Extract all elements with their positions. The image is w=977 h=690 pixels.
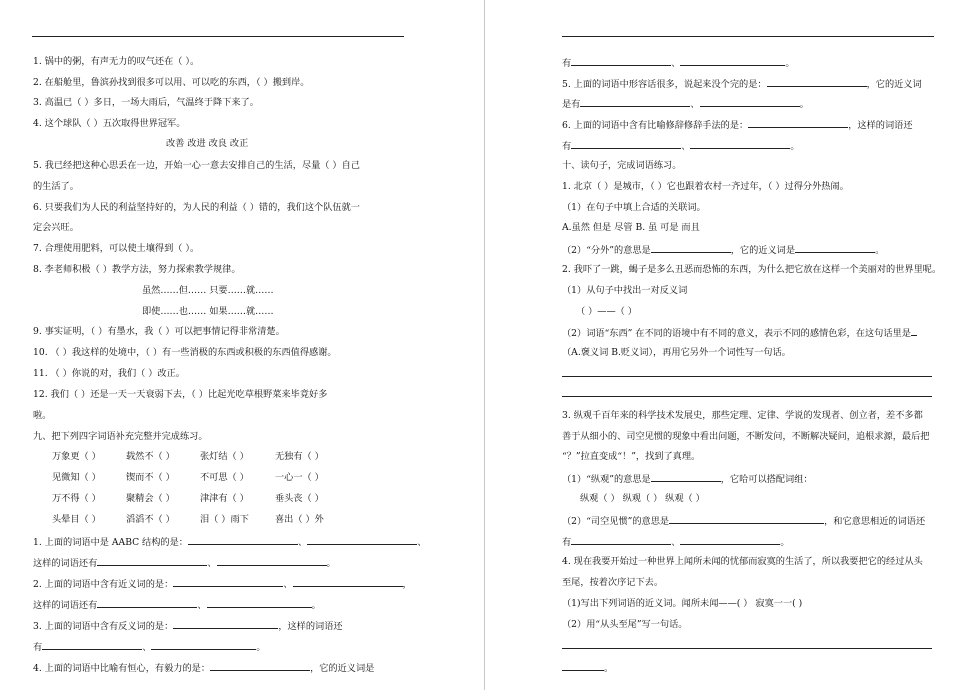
word-bank-2b: 即使……也…… 如果……就…… <box>142 306 274 317</box>
answer-blank[interactable] <box>42 640 142 650</box>
r-10-question-4: 4. 现在我要开始过一种世界上闻所未闻的忧郁而寂寞的生活了，所以我要把它的经过从头 <box>562 556 923 567</box>
exercise-3-cont: 有 、 。 <box>33 642 266 653</box>
answer-blank[interactable] <box>173 577 283 587</box>
answer-blank[interactable] <box>207 598 312 608</box>
answer-blank[interactable] <box>680 535 780 545</box>
r-10-1-options: A.虽然 但是 尽管 B. 虽 可是 而且 <box>562 222 700 233</box>
answer-blank[interactable] <box>795 243 875 253</box>
answer-blank[interactable] <box>571 56 671 66</box>
question-5-cont: 的生活了。 <box>33 181 79 192</box>
r-10-question-3: 3. 纵观千百年来的科学技术发展史，那些定理、定律、学说的发现者、创立者，差不多都 <box>562 410 923 421</box>
idiom: 不可思（ ） <box>200 472 249 483</box>
exercise-2: 2. 上面的词语中含有近义词的是： 、 ， <box>33 579 412 590</box>
exercise-2-cont: 这样的词语还有 、 。 <box>33 600 321 611</box>
exercise-1-cont: 这样的词语还有 、 。 <box>33 558 336 569</box>
question-12-cont: 啦。 <box>33 410 52 421</box>
answer-blank[interactable] <box>669 514 824 524</box>
answer-line <box>562 376 932 377</box>
idiom: 津津有（ ） <box>200 493 249 504</box>
header-rule-left <box>32 36 404 37</box>
r-10-question-2: 2. 我吓了一跳，蝎子是多么丑恶而恐怖的东西，为什么把它放在这样一个美丽对的世界里呢。 <box>562 264 942 275</box>
r-question-6: 6. 上面的词语中含有比喻修辞修辞手法的是： ，这样的词语还 <box>562 120 913 131</box>
question-2: 2. 在船舱里，鲁滨孙找到很多可以用、可以吃的东西，（ ）搬到岸。 <box>33 77 310 88</box>
r-10-2-sub2-cont: （A.褒义词 B.贬义词），再用它另外一个词性写一句话。 <box>562 347 791 358</box>
question-3: 3. 高温已（ ）多日，一场大雨后，气温终于降下来了。 <box>33 97 259 108</box>
answer-blank[interactable] <box>562 661 604 671</box>
question-11: 11. （ ）你说的对，我们（ ）改正。 <box>33 368 185 379</box>
r-10-3-cont1: 善于从细小的、司空见惯的现象中看出问题，不断发问，不断解决疑问，追根求源，最后把 <box>562 431 930 442</box>
answer-blank[interactable] <box>690 139 790 149</box>
r-10-3-sub2-cont: 有 、 。 <box>562 537 790 548</box>
exercise-4: 4. 上面的词语中比喻有恒心，有毅力的是： ，它的近义词是 <box>33 663 375 674</box>
section-10-heading: 十、读句子，完成词语练习。 <box>562 160 682 171</box>
r-question-5-cont: 是有 、 。 <box>562 99 809 110</box>
r-10-4-sub1: （1)写出下列词语的近义词。闻所未闻——( ） 寂寞一一( ) <box>562 598 803 609</box>
idiom: 泪（ ）雨下 <box>200 514 249 525</box>
answer-blank[interactable] <box>748 118 848 128</box>
r-10-3-sub2: （2）“司空见惯”的意思是 ，和它意思相近的词语还 <box>562 516 926 527</box>
r-question-6-cont: 有 、 。 <box>562 141 800 152</box>
answer-blank[interactable] <box>911 326 917 336</box>
question-9: 9. 事实证明，（ ）有墨水，我（ ）可以把事情记得非常清楚。 <box>33 326 285 337</box>
r-question-5: 5. 上面的词语中形容话很多，说起来没个完的是： ，它的近义词 <box>562 79 922 90</box>
idiom: 载然不（ ） <box>126 451 175 462</box>
word-bank-1: 改善 改进 改良 改正 <box>166 138 249 149</box>
answer-blank[interactable] <box>188 535 298 545</box>
r-10-3-sub1: （1）“纵观”的意思是 ，它哈可以搭配词组： <box>562 474 813 485</box>
idiom: 万不得（ ） <box>52 493 101 504</box>
question-4: 4. 这个球队（ ）五次取得世界冠军。 <box>33 118 186 129</box>
answer-blank[interactable] <box>700 97 800 107</box>
word-bank-2a: 虽然……但…… 只要……就…… <box>142 285 274 296</box>
question-7: 7. 合理使用肥料，可以使土壤得到（ ）。 <box>33 243 200 254</box>
question-5: 5. 我已经把这种心思丢在一边，开始一心一意去安排自己的生活，尽量（ ）自己 <box>33 160 360 171</box>
r-10-1-sub1: （1）在句子中填上合适的关联词。 <box>562 202 706 213</box>
answer-blank[interactable] <box>767 77 867 87</box>
exercise-1: 1. 上面的词语中是 AABC 结构的是： 、 、 <box>33 537 427 548</box>
answer-blank[interactable] <box>217 556 327 566</box>
question-8: 8. 李老师积极（ ）教学方法，努力探索教学规律。 <box>33 264 241 275</box>
idiom: 一心一（ ） <box>275 472 324 483</box>
answer-blank[interactable] <box>680 56 785 66</box>
question-6-cont: 定会兴旺。 <box>33 222 79 233</box>
idiom: 锲而不（ ） <box>126 472 175 483</box>
r-10-3-cont2: “？”拉直变成“！”，找到了真理。 <box>562 451 701 462</box>
r-10-3-collocations: 纵观（ ） 纵观（ ） 纵观（ ） <box>580 493 705 504</box>
question-1: 1. 锅中的粥，有声无力的叹气还在（ ）。 <box>33 56 200 67</box>
answer-blank[interactable] <box>571 535 671 545</box>
r-10-2-sub2: （2）词语“东西” 在不同的语境中有不同的意义，表示不同的感情色彩，在这句话里是 <box>562 326 917 340</box>
r-10-4-sub2: （2）用“从头至尾”写一句话。 <box>562 619 688 630</box>
question-12: 12. 我们（ ）还是一天一天衰弱下去，（ ）比起光吃草根野菜来毕竟好多 <box>33 389 328 400</box>
idiom: 万象更（ ） <box>52 451 101 462</box>
header-rule-right <box>562 36 934 37</box>
exercise-3: 3. 上面的词语中含有反义词的是： ，这样的词语还 <box>33 621 343 632</box>
answer-blank[interactable] <box>651 472 721 482</box>
answer-blank[interactable] <box>307 535 417 545</box>
r-line-you: 有 、 。 <box>562 58 795 69</box>
idiom: 垂头丧（ ） <box>275 493 324 504</box>
answer-blank[interactable] <box>293 577 403 587</box>
idiom: 张灯结（ ） <box>200 451 249 462</box>
r-10-2-sub1: （1）从句子中找出一对反义词 <box>562 285 688 296</box>
answer-blank[interactable] <box>151 640 256 650</box>
answer-blank[interactable] <box>97 556 207 566</box>
idiom: 滔滔不（ ） <box>126 514 175 525</box>
r-10-1-sub2: （2）“分外”的意思是 ，它的近义词是 。 <box>562 245 885 256</box>
answer-blank[interactable] <box>210 661 310 671</box>
idiom: 聚精会（ ） <box>126 493 175 504</box>
idiom: 无独有（ ） <box>275 451 324 462</box>
answer-blank[interactable] <box>97 598 197 608</box>
question-6: 6. 只要我们为人民的利益坚持好的，为人民的利益（ ）错的，我们这个队伍就一 <box>33 202 360 213</box>
r-10-question-1: 1. 北京（ ）是城市，（ ）它也跟着农村一齐过年，（ ）过得分外热闹。 <box>562 181 849 192</box>
r-10-4-cont: 至尾，按着次序记下去。 <box>562 577 664 588</box>
answer-blank[interactable] <box>651 243 731 253</box>
idiom: 头晕目（ ） <box>52 514 101 525</box>
page-divider <box>484 0 485 690</box>
answer-blank[interactable] <box>571 139 681 149</box>
answer-blank[interactable] <box>580 97 690 107</box>
answer-blank[interactable] <box>173 619 278 629</box>
question-10: 10. （ ）我这样的处境中，（ ）有一些消极的东西或积极的东西值得感谢。 <box>33 347 337 358</box>
idiom: 见微知（ ） <box>52 472 101 483</box>
answer-line <box>562 396 932 397</box>
idiom: 喜出（ ）外 <box>275 514 324 525</box>
r-10-4-end: 。 <box>562 661 613 675</box>
r-10-2-antonyms: （ ）——（ ） <box>576 306 637 317</box>
answer-line <box>562 648 932 649</box>
section-9-heading: 九、把下列四字词语补充完整并完成练习。 <box>33 431 208 442</box>
